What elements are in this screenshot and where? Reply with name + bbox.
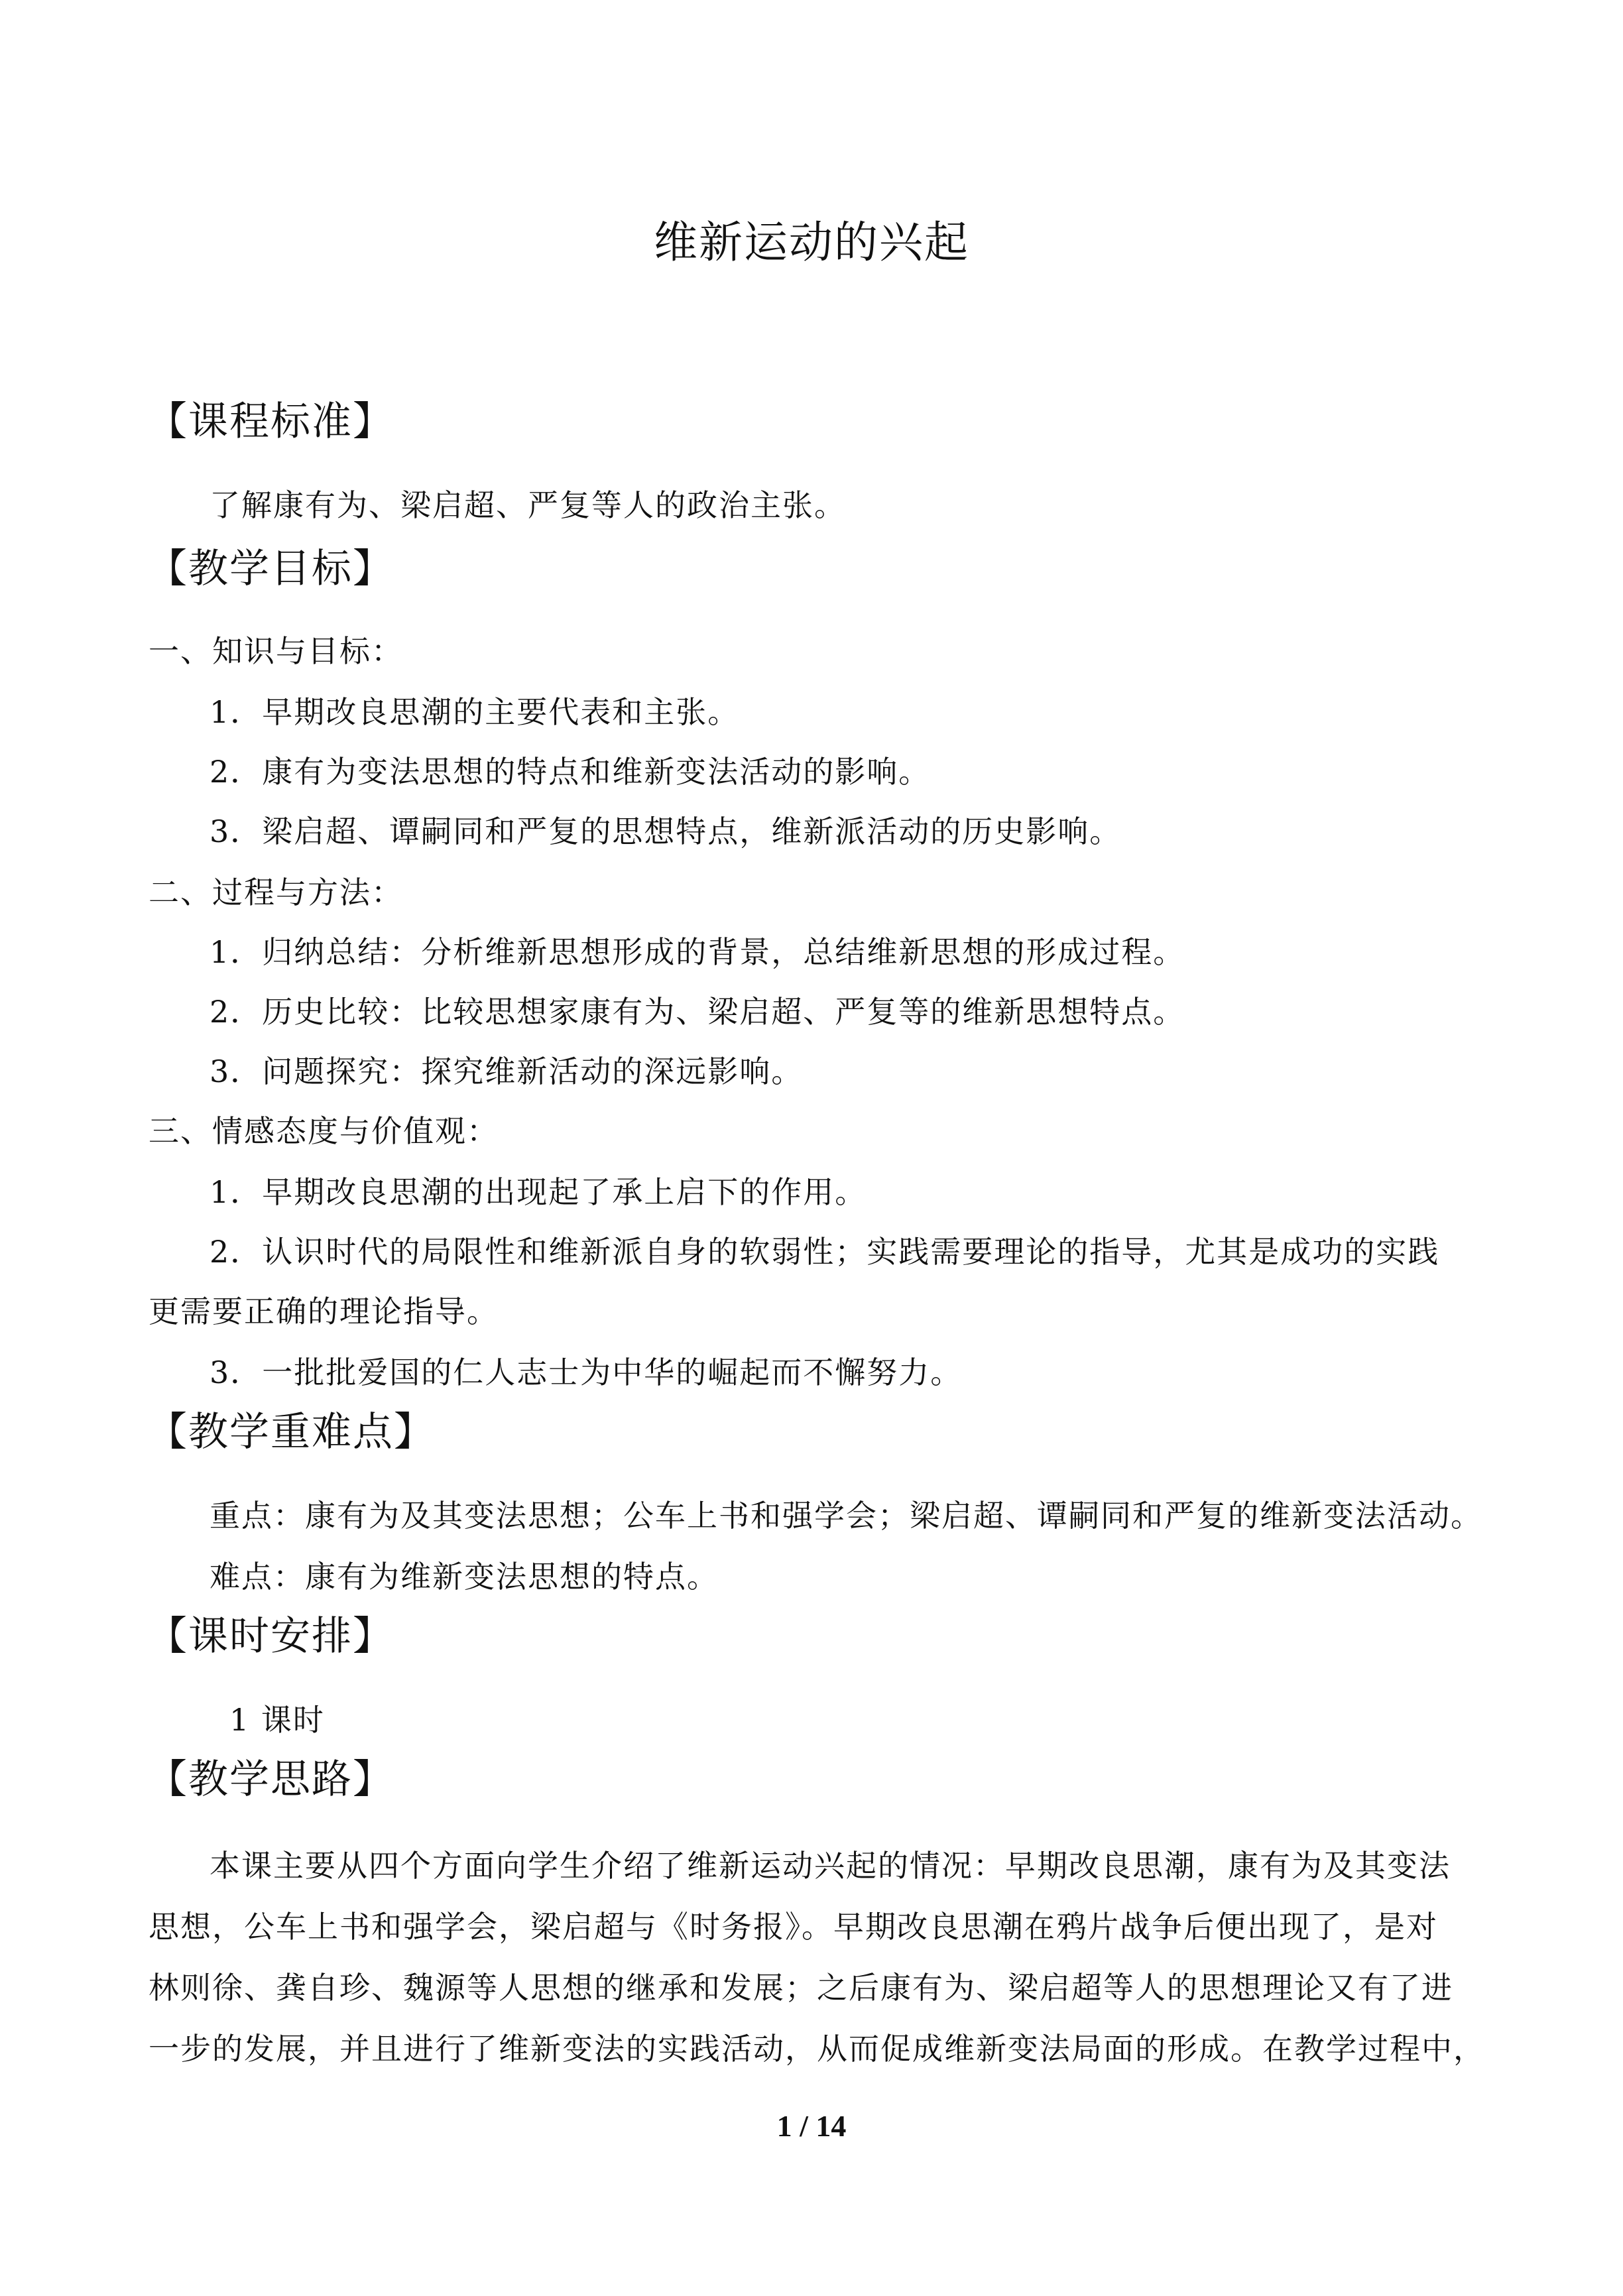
page-number: 1 / 14 [776, 2109, 847, 2143]
approach-line: 本课主要从四个方面向学生介绍了维新运动兴起的情况：早期改良思潮，康有为及其变法 [210, 1848, 1451, 1884]
goals-part1-item: 2．康有为变法思想的特点和维新变法活动的影响。 [210, 754, 931, 790]
goals-part3-item: 2．认识时代的局限性和维新派自身的软弱性；实践需要理论的指导，尤其是成功的实践 [210, 1234, 1440, 1270]
heading-teaching-approach: 【教学思路】 [147, 1756, 394, 1803]
goals-part3-label: 三、情感态度与价值观： [149, 1113, 499, 1149]
page-title: 维新运动的兴起 [654, 217, 969, 268]
heading-teaching-goals: 【教学目标】 [147, 546, 394, 592]
approach-line: 一步的发展，并且进行了维新变法的实践活动，从而促成维新变法局面的形成。在教学过程中， [149, 2031, 1485, 2067]
goals-part1-item: 3．梁启超、谭嗣同和严复的思想特点，维新派活动的历史影响。 [210, 814, 1122, 849]
heading-key-points: 【教学重难点】 [147, 1409, 435, 1455]
curriculum-standard-text: 了解康有为、梁启超、严复等人的政治主张。 [210, 487, 846, 523]
goals-part2-item: 1．归纳总结：分析维新思想形成的背景，总结维新思想的形成过程。 [210, 934, 1185, 970]
goals-part2-label: 二、过程与方法： [149, 875, 403, 910]
goals-part3-item-continued: 更需要正确的理论指导。 [149, 1294, 499, 1329]
goals-part3-item: 1．早期改良思潮的出现起了承上启下的作用。 [210, 1174, 867, 1210]
key-point-text: 重点：康有为及其变法思想；公车上书和强学会；梁启超、谭嗣同和严复的维新变法活动。 [210, 1498, 1482, 1534]
difficult-point-text: 难点：康有为维新变法思想的特点。 [210, 1559, 719, 1595]
schedule-text: 1 课时 [229, 1702, 325, 1738]
approach-line: 思想，公车上书和强学会，梁启超与《时务报》。早期改良思潮在鸦片战争后便出现了，是对 [149, 1909, 1438, 1945]
approach-line: 林则徐、龚自珍、魏源等人思想的继承和发展；之后康有为、梁启超等人的思想理论又有了进 [149, 1970, 1453, 2006]
goals-part3-item: 3．一批批爱国的仁人志士为中华的崛起而不懈努力。 [210, 1355, 963, 1390]
heading-curriculum-standard: 【课程标准】 [147, 398, 394, 445]
goals-part1-label: 一、知识与目标： [149, 633, 403, 669]
goals-part2-item: 2．历史比较：比较思想家康有为、梁启超、严复等的维新思想特点。 [210, 994, 1185, 1030]
goals-part2-item: 3．问题探究：探究维新活动的深远影响。 [210, 1054, 804, 1089]
goals-part1-item: 1．早期改良思潮的主要代表和主张。 [210, 694, 740, 730]
heading-schedule: 【课时安排】 [147, 1613, 394, 1660]
